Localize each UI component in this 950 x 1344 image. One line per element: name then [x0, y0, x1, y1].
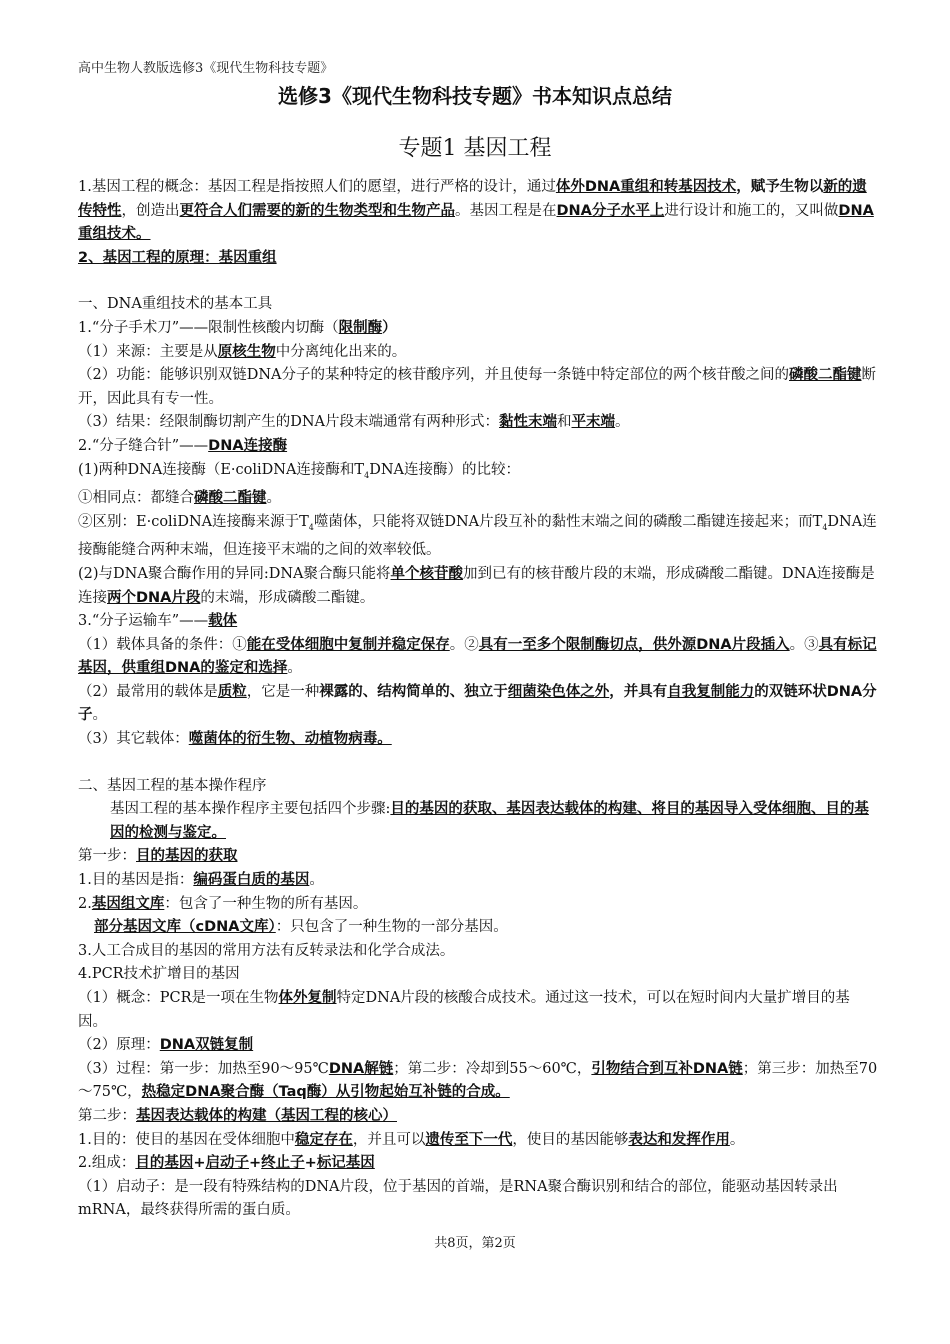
paragraph-concept: 1.基因工程的概念：基因工程是指按照人们的愿望，进行严格的设计，通过体外DNA重组和转基因技术，赋予生物以新的遗传特性，创造出更符合人们需要的新的生物类型和生物产品。基因工程是在DNA分子水平上进行设计和施工的，又叫做DNA重组技术。 [78, 179, 874, 243]
pcr-concept: （1）概念：PCR是一项在生物体外复制特定DNA片段的核酸合成技术。通过这一技术，可以在短时间内大量扩增目的基因。 [78, 990, 850, 1030]
chapter-title: 专题1 基因工程 [398, 136, 552, 161]
step-1-item-2: 2.基因组文库：包含了一种生物的所有基因。 [78, 895, 368, 912]
tool-2-polymerase: (2)与DNA聚合酶作用的异同:DNA聚合酶只能将单个核苷酸加到已有的核苷酸片段的末端，形成磷酸二酯键。DNA连接酶是连接两个DNA片段的末端，形成磷酸二酯键。 [78, 565, 875, 606]
step-2-purpose: 1.目的：使目的基因在受体细胞中稳定存在，并且可以遗传至下一代，使目的基因能够表达和发挥作用。 [78, 1131, 745, 1148]
tool-3-others: （3）其它载体：噬菌体的衍生物、动植物病毒。 [78, 731, 392, 748]
tool-3-plasmid: （2）最常用的载体是质粒，它是一种裸露的、结构简单的、独立于细菌染色体之外，并具有自我复制能力的双链环状DNA分子。 [78, 683, 877, 724]
page-header: 高中生物人教版选修3《现代生物科技专题》 [78, 61, 334, 76]
step-2-promoter: （1）启动子：是一段有特殊结构的DNA片段，位于基因的首端，是RNA聚合酶识别和结合的部位，能驱动基因转录出mRNA，最终获得所需的蛋白质。 [78, 1178, 838, 1219]
tool-1-source: （1）来源：主要是从原核生物中分离纯化出来的。 [78, 343, 407, 360]
tool-1-result: （3）结果：经限制酶切割产生的DNA片段末端通常有两种形式：黏性末端和平末端。 [78, 414, 630, 431]
step-1-heading: 第一步：目的基因的获取 [78, 848, 238, 865]
page-footer: 共8页，第2页 [434, 1236, 516, 1251]
tool-1-heading: 1.“分子手术刀”——限制性核酸内切酶（限制酶） [78, 319, 397, 336]
document-title: 选修3《现代生物科技专题》书本知识点总结 [278, 84, 672, 108]
step-1-item-2b: 部分基因文库（cDNA文库）：只包含了一种生物的一部分基因。 [94, 919, 508, 936]
tool-2-diff: ②区别：E·coliDNA连接酶来源于$T_4$噬菌体，只能将双链DNA片段互补的黏性末端之间的磷酸二酯键连接起来；而$T_4DNA$连接酶能缝合两种末端，但连接平末端的之间的效率较低。 [78, 513, 877, 559]
section-heading-tools: 一、DNA重组技术的基本工具 [78, 296, 273, 313]
procedure-intro: 基因工程的基本操作程序主要包括四个步骤:目的基因的获取、基因表达载体的构建、将目的基因导入受体细胞、目的基因的检测与鉴定。 [110, 801, 869, 841]
pcr-principle: （2）原理：DNA双链复制 [78, 1037, 254, 1054]
tool-2-compare: (1)两种DNA连接酶（E·coliDNA连接酶和$T_4DNA$连接酶）的比较： [78, 461, 520, 480]
document-body [78, 176, 878, 1223]
step-2-heading: 第二步：基因表达载体的构建（基因工程的核心） [78, 1107, 397, 1124]
tool-2-heading: 2.“分子缝合针”——DNA连接酶 [78, 437, 288, 454]
step-2-composition: 2.组成：目的基因+启动子+终止子+标记基因 [78, 1155, 375, 1172]
step-1-item-3: 3.人工合成目的基因的常用方法有反转录法和化学合成法。 [78, 942, 455, 959]
tool-2-same: ①相同点：都缝合磷酸二酯键。 [78, 490, 281, 507]
section-heading-procedure: 二、基因工程的基本操作程序 [78, 777, 267, 794]
tool-1-function: （2）功能：能够识别双链DNA分子的某种特定的核苷酸序列，并且使每一条链中特定部位的两个核苷酸之间的磷酸二酯键断开，因此具有专一性。 [78, 367, 877, 407]
step-1-item-1: 1.目的基因是指：编码蛋白质的基因。 [78, 872, 324, 889]
step-1-item-4: 4.PCR技术扩增目的基因 [78, 966, 240, 983]
tool-3-conditions: （1）载体具备的条件：①能在受体细胞中复制并稳定保存。②具有一至多个限制酶切点，供外源DNA片段插入。③具有标记基因，供重组DNA的鉴定和选择。 [78, 636, 877, 677]
tool-3-heading: 3.“分子运输车”——载体 [78, 613, 238, 630]
pcr-process: （3）过程：第一步：加热至90～95℃DNA解链；第二步：冷却到55～60℃，引物结合到互补DNA链；第三步：加热至70～75℃，热稳定DNA聚合酶（Taq酶）从引物起始互补链的合成。 [78, 1060, 878, 1101]
paragraph-principle: 2、基因工程的原理：基因重组 [78, 249, 277, 266]
